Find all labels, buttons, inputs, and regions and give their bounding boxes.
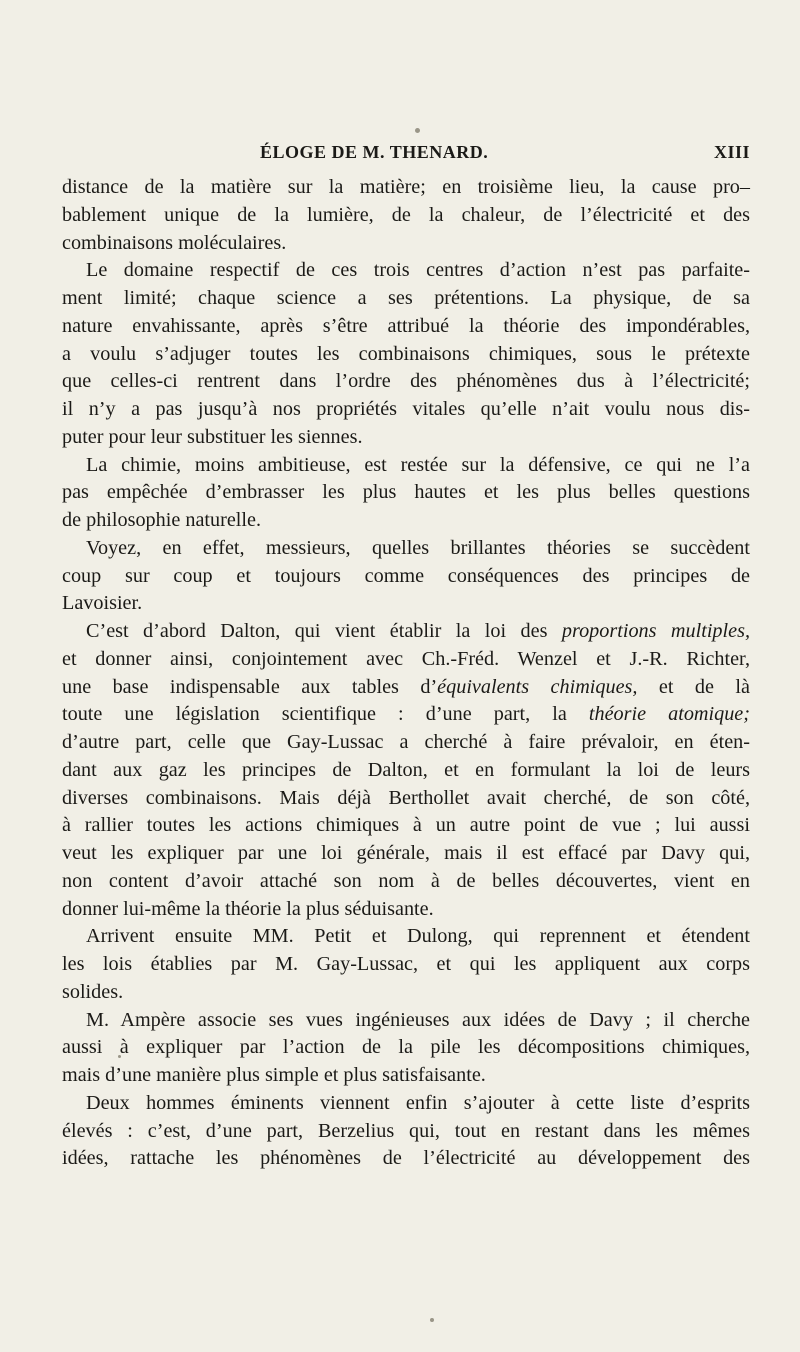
text-line: distance de la matière sur la matière; en troisième lieu, la cause pro–: [62, 176, 750, 198]
text-line: dant aux gaz les principes de Dalton, et en formulant la loi de leurs: [62, 758, 750, 781]
text-line: aussi à expliquer par l’action de la pile les décompositions chimiques,: [62, 1036, 750, 1059]
text-line: diverses combinaisons. Mais déjà Berthollet avait cherché, de son côté,: [62, 786, 750, 809]
text-line: mais d’une manière plus simple et plus satisfaisante.: [62, 1064, 486, 1086]
paragraph: [62, 618, 750, 923]
paragraph: [62, 452, 750, 535]
text-line: élevés : c’est, d’une part, Berzelius qui, tout en restant dans les mêmes: [62, 1119, 750, 1142]
text-line: les lois établies par M. Gay-Lussac, et qui les appliquent aux corps: [62, 953, 750, 975]
ink-speck: [415, 128, 420, 133]
paragraph: [62, 257, 750, 451]
text-line: donner lui-même la théorie la plus séduisante.: [62, 897, 434, 920]
text-line: Deux hommes éminents viennent enfin s’ajouter à cette liste d’esprits: [86, 1091, 750, 1114]
text-line: La chimie, moins ambitieuse, est restée sur la défensive, ce qui ne l’a: [86, 453, 750, 476]
italic-run: théorie atomique;: [588, 703, 750, 726]
text-run: toute une législation scientifique : d’une part, la: [62, 703, 589, 726]
text-line: de philosophie naturelle.: [62, 509, 262, 531]
text-line: a voulu s’adjuger toutes les combinaisons chimiques, sous le prétexte: [62, 342, 750, 365]
text-line: ment limité; chaque science a ses prétentions. La physique, de sa: [62, 287, 750, 309]
text-line: Lavoisier.: [62, 592, 143, 615]
paragraph: [62, 535, 750, 618]
italic-run: proportions multiples,: [561, 620, 750, 642]
text-line: Le domaine respectif de ces trois centres d’action n’est pas parfaite-: [86, 259, 750, 282]
text-line: bablement unique de la lumière, de la chaleur, de l’électricité et des: [62, 203, 750, 226]
text-line: M. Ampère associe ses vues ingénieuses aux idées de Davy ; il cherche: [86, 1008, 750, 1031]
text-line: puter pour leur substituer les siennes.: [62, 425, 363, 448]
text-line: pas empêchée d’embrasser les plus hautes et les plus belles questions: [62, 481, 750, 504]
ink-speck: [430, 1318, 434, 1322]
text-line: nature envahissante, après s’être attribué la théorie des impondérables,: [62, 314, 750, 337]
text-line: solides.: [62, 980, 124, 1003]
italic-run: équivalents chimiques,: [437, 675, 638, 698]
text-run: et de là: [637, 675, 750, 698]
text-line: [62, 701, 750, 729]
paragraph: [62, 174, 750, 257]
text-line: Voyez, en effet, messieurs, quelles brillantes théories se succèdent: [86, 536, 750, 559]
text-line: coup sur coup et toujours comme conséquences des principes de: [62, 564, 750, 587]
page-header: [60, 142, 750, 172]
text-line: il n’y a pas jusqu’à nos propriétés vitales qu’elle n’ait voulu nous dis-: [62, 398, 750, 420]
paragraph: [62, 1007, 750, 1090]
text-line: que celles-ci rentrent dans l’ordre des phénomènes dus à l’électricité;: [62, 370, 750, 393]
text-line: idées, rattache les phénomènes de l’électricité au développement des: [62, 1147, 750, 1170]
text-run: une base indispensable aux tables d’: [62, 675, 438, 698]
text-line: [62, 674, 750, 702]
text-line: d’autre part, celle que Gay-Lussac a cherché à faire prévaloir, en éten-: [62, 731, 750, 753]
body-text: [62, 174, 750, 1173]
paragraph: [62, 1090, 750, 1173]
text-line: et donner ainsi, conjointement avec Ch.-Fréd. Wenzel et J.-R. Richter,: [62, 647, 750, 670]
text-line: Arrivent ensuite MM. Petit et Dulong, qui reprennent et étendent: [86, 925, 750, 948]
text-line: à rallier toutes les actions chimiques à un autre point de vue ; lui aussi: [62, 814, 750, 837]
text-line: non content d’avoir attaché son nom à de belles découvertes, vient en: [62, 869, 750, 892]
text-line: veut les expliquer par une loi générale, mais il est effacé par Davy qui,: [62, 842, 750, 864]
text-line: [62, 618, 750, 646]
paragraph: [62, 923, 750, 1006]
text-run: C’est d’abord Dalton, qui vient établir la loi des: [86, 620, 562, 642]
page-number: XIII: [713, 142, 750, 162]
running-title: ÉLOGE DE M. THENARD.: [260, 142, 489, 162]
text-line: combinaisons moléculaires.: [62, 231, 287, 254]
